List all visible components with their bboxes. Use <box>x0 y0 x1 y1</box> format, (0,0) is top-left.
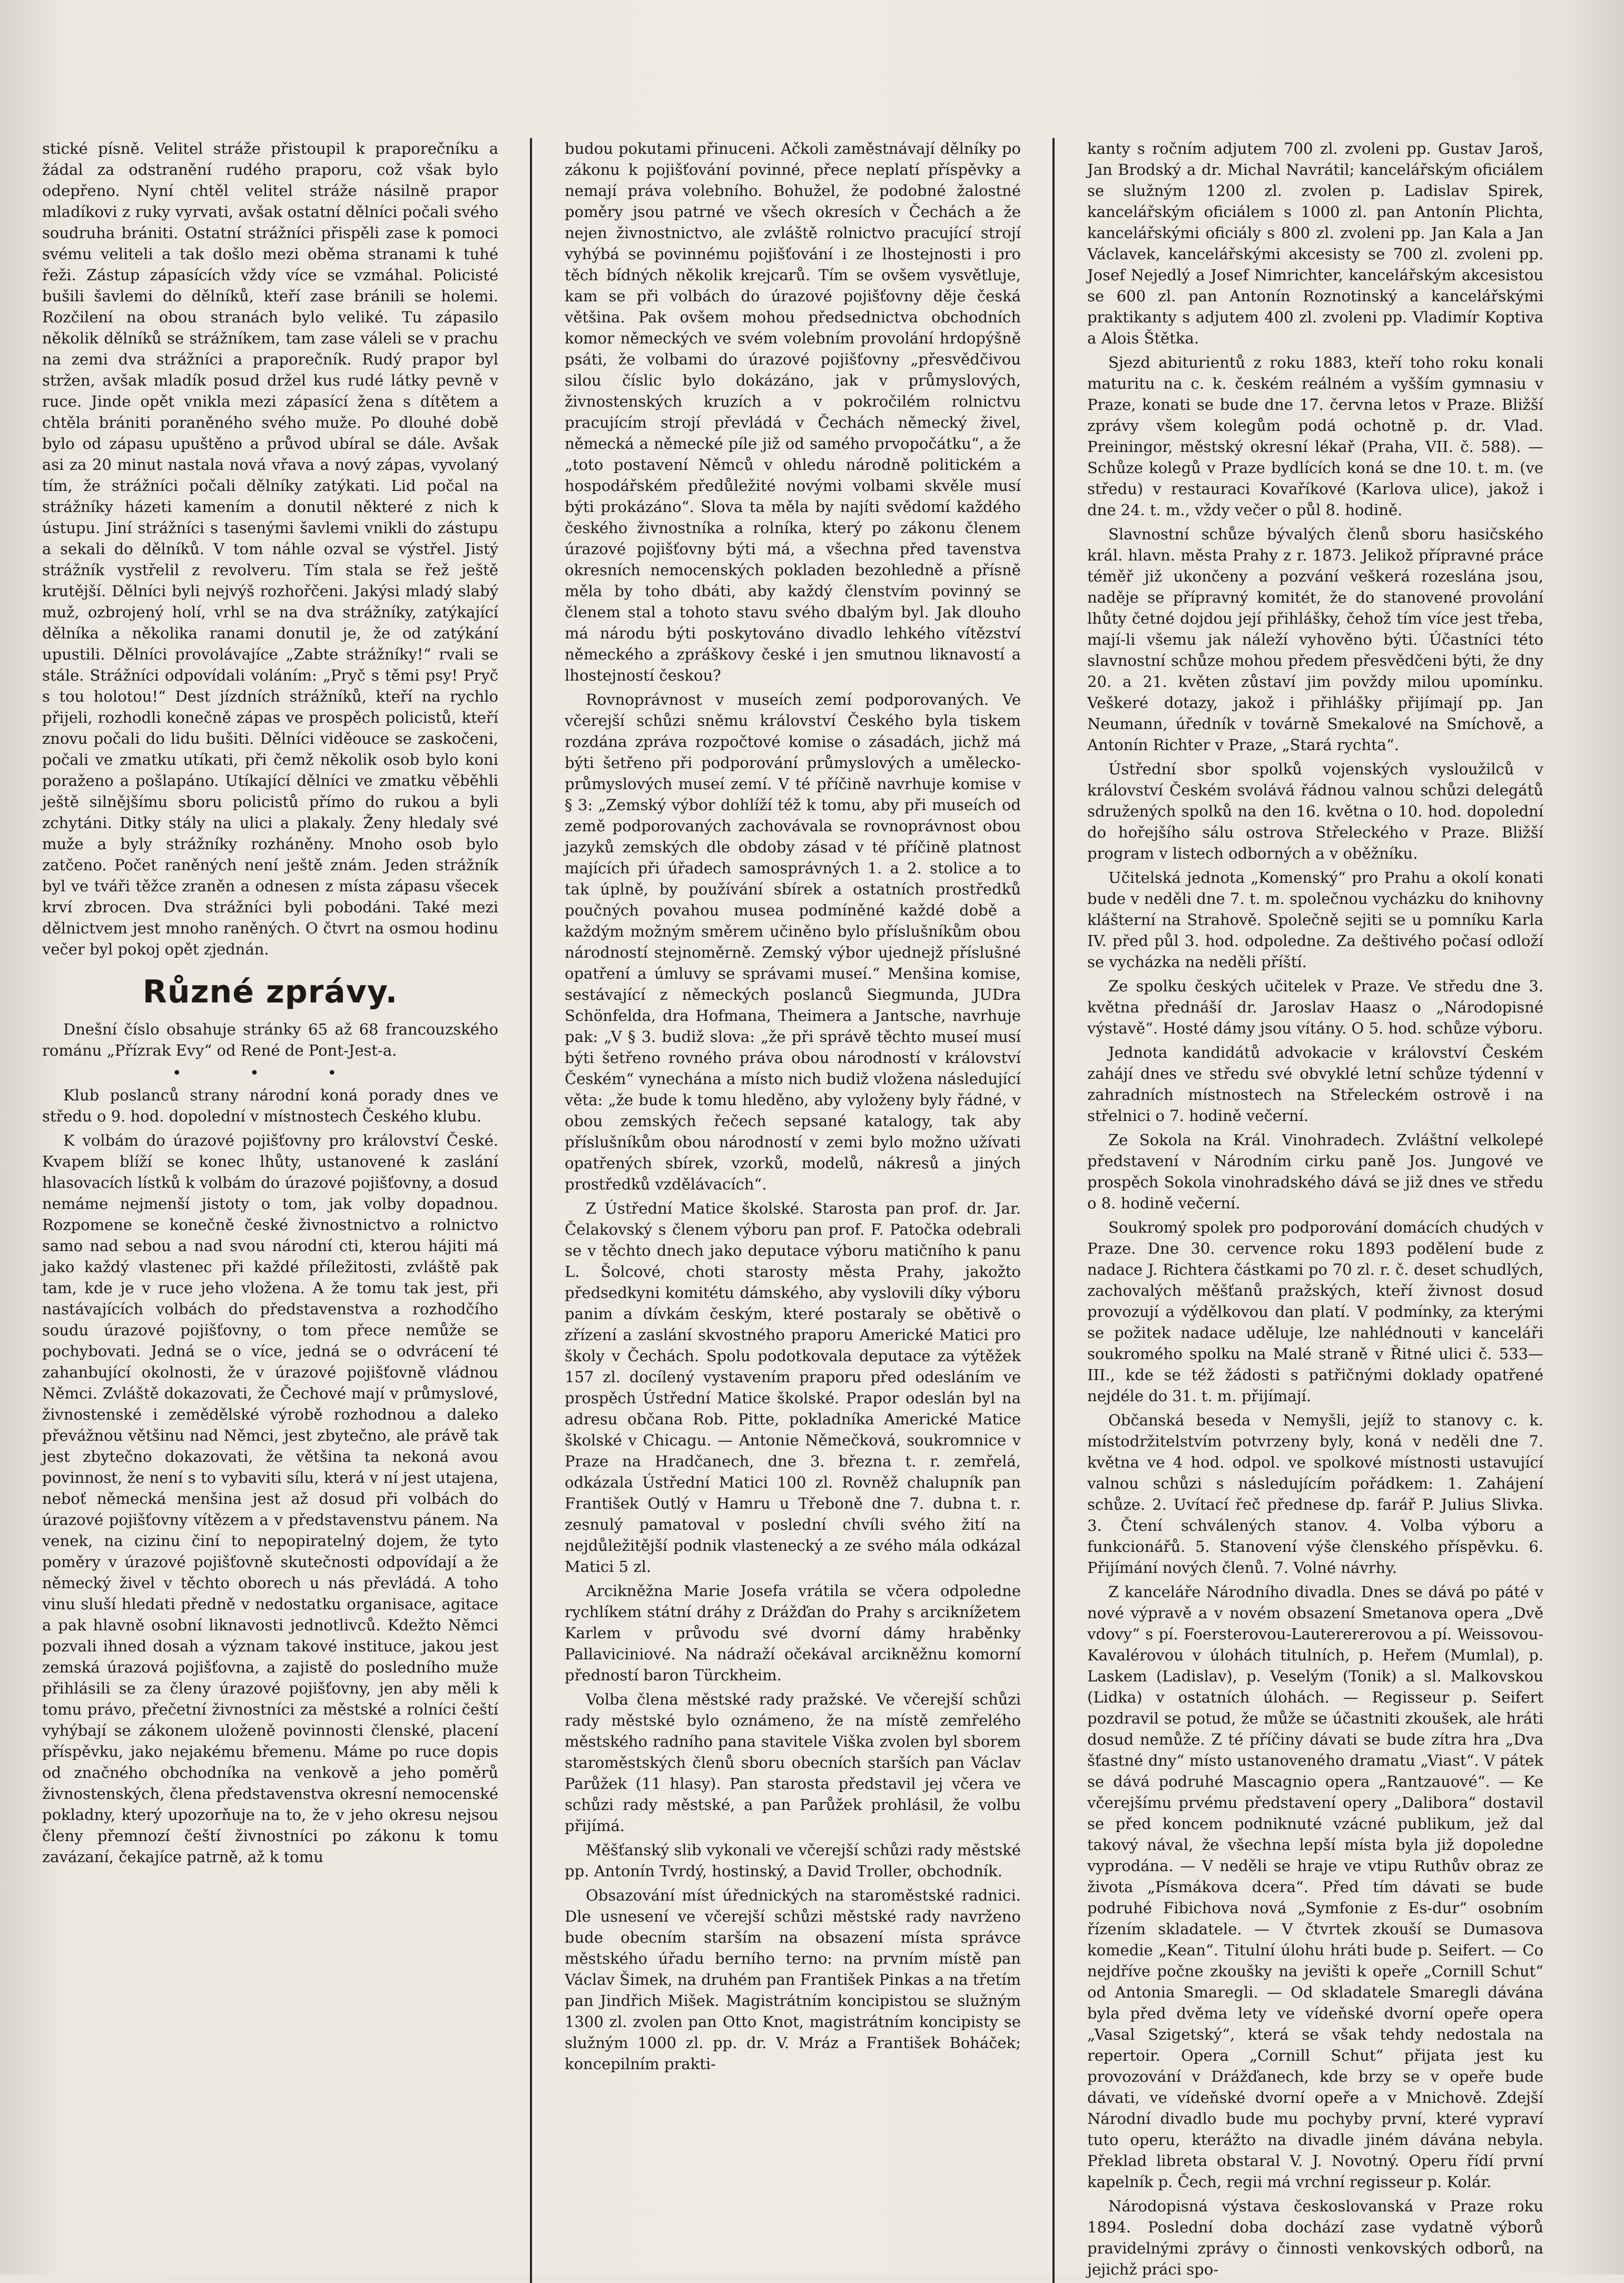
news-item: Z kanceláře Národního divadla. Dnes se dává po páté v nové výpravě a v novém obsazení Smetanova opera „Dvě vdovy“ s pí. Foersterovou-Lauterererovou a pí. Weissovou-Kavalérovou v úlohách titulních, p. Heřem (Mumlal), p. Laskem (Ladislav), p. Veselým (Tonik) a sl. Malkovskou (Lidka) v ostatních úlohách. — Regisseur p. Seifert pozdravil se potud, že může se účastniti zkoušek, ale hráti dosud nemůže. Z té příčiny dávati se bude zítra hra „Dva šťastné dny“ místo ustanoveného dramatu „Viast“. V pátek se dává podruhé Mascagnio opera „Rantzauové“. — Ke včerejšímu prvému představení opery „Dalibora“ dostavil se před koncem podniknuté vzácné publikum, jež dal takový nával, že všechna lepší místa byla již dopoledne vyprodána. — V neděli se hraje ve vtipu Ruthův obraz ze života „Písmákova dcera“. Před tím dávati se bude podruhé Fibichova nová „Symfonie z Es-dur“ osobním řízením skladatele. — V čtvrtek zkouší se Dumasova komedie „Kean“. Titulní úlohu hráti bude p. Seifert. — Co nejdříve počne zkoušky na jevišti k opeře „Cornill Schut“ od Antonia Smaregli. — Od skladatele Smaregli dávána byla před dvěma lety ve vídeňské dvorní opeře opera „Vasal Szigetský“, která se však tehdy nedostala na repertoir. Opera „Cornill Schut“ přijata jest ku provozování v Drážďanech, kde brzy se v opeře bude dávati, ve vídeňské dvorní opeře a v Mnichově. Zdejší Národní divadlo bude mu pochyby první, které vypraví tuto operu, kterážto na divadle jiném dávána nebyla. Překlad libreta obstaral V. J. Novotný. Operu řídí první kapelník p. Čech, regii má vrchní regisseur p. Kolár. <box>1087 1583 1543 2191</box>
news-item: Ze spolku českých učitelek v Praze. Ve středu dne 3. května přednáší dr. Jaroslav Haasz o „Národopisné výstavě“. Hosté dámy jsou vítány. O 5. hod. schůze výboru. <box>1087 977 1543 1037</box>
news-item: Učitelská jednota „Komenský“ pro Prahu a okolí konati bude v neděli dne 7. t. m. společnou vycházku do knihovny klášterní na Strahově. Společně sejiti se u pomníku Karla IV. před půl 3. hod. odpoledne. Za deštivého počasí odloží se vycházka na neděli příští. <box>1087 869 1543 971</box>
column-rule <box>1052 138 1055 2283</box>
column-3 <box>1087 138 1543 2283</box>
news-item: Slavnostní schůze bývalých členů sboru hasičského král. hlavn. města Prahy z r. 1873. Jelikož přípravné práce téměř již ukončeny a pozvání veškerá rozeslána jsou, naděje se přípravný komitét, že do stanovené provolání lhůty četné dojdou její přihlášky, čehož tím více jest třeba, mají-li všemu jak náleží vyhověno býti. Účastníci této slavnostní schůze mohou předem přesvědčeni býti, že dny 20. a 21. květen zůstaví jim povždy milou upomínku. Veškeré dotazy, jakož i přihlášky přijímají pp. Jan Neumann, úředník v továrně Smekalové na Smíchově, a Antonín Richter v Praze, „Stará rychta“. <box>1087 525 1543 754</box>
news-item: Měšťanský slib vykonali ve včerejší schůzi rady městské pp. Antonín Tvrdý, hostinský, a David Troller, obchodník. <box>565 1841 1021 1880</box>
news-item: Z Ústřední Matice školské. Starosta pan prof. dr. Jar. Čelakovský s členem výboru pan prof. F. Patočka odebrali se v těchto dnech jako deputace výboru matičního k panu L. Šolcové, choti starosty města Prahy, jakožto předsedkyni komitétu dámského, aby vyslovili díky výboru panim a dívkám českým, které postaraly se obětivě o zřízení a zaslání skvostného praporu Americké Matici pro školy v Čechách. Spolu podotkovala deputace za výtěžek 157 zl. docílený vystavením praporu před odesláním ve prospěch Ústřední Matice školské. Prapor odeslán byl na adresu občana Rob. Pitte, pokladníka Americké Matice školské v Chicagu. — Antonie Němečková, soukromnice v Praze na Hradčanech, dne 3. března t. r. zemřelá, odkázala Ústřední Matici 100 zl. Rovněž chalupník pan František Outlý v Hamru u Třeboně dne 7. dubna t. r. zesnulý pamatoval v poslední chvíli svého žití na nejdůležitější podnik vlastenecký a ze svého mála odkázal Matici 5 zl. <box>565 1199 1021 1576</box>
news-item: budou pokutami přinuceni. Ačkoli zaměstnávají dělníky po zákonu k pojišťování povinné, přece neplatí příspěvky a nemají práva volebního. Bohužel, že podobné žalostné poměry jsou patrné ve všech okresích v Čechách a že nejen živnostnictvo, ale zvláště rolnictvo pracující strojí vyhýbá se povinnému pojišťování i ze lhostejnosti i pro těch bídných několik krejcarů. Tím se ovšem vysvětluje, kam se při volbách do úrazové pojišťovny děje česká většina. Pak ovšem mohou předsednictva obchodních komor německých ve svém volebním provolání hrdopýšně psáti, že volbami do úrazové pojišťovny „přesvědčivou silou číslic bylo dokázáno, jak v průmyslových, živnostenských kruzích a v pokročilém rolnictvu pracujícím strojí převládá v Čechách německý živel, německá a německé píle již od samého prvopočátku“, a že „toto postavení Němců v ohledu národně politickém a hospodářském předůležité novými volbami skvěle musí býti prokázáno“. Slova ta měla by najíti svědomí každého českého živnostníka a rolníka, který po zákonu členem úrazové pojišťovny býti má, a všechna před tavenstva okresních nemocenských pokladen bezohledně a přísně měla by toho dbáti, aby každý členstvím povinný se členem stal a tohoto stavu svého dbalým byl. Jak dlouho má národu býti poskytováno divadlo lehkého vítězství německého a zpráškovy české i jen smutnou liknavostí a lhostejností českou? <box>565 140 1021 684</box>
news-item: Soukromý spolek pro podporování domácích chudých v Praze. Dne 30. cervence roku 1893 podělení bude z nadace J. Richtera částkami po 70 zl. r. č. deset schudlých, zachovalých měšťanů pražských, kteří živnost dosud provozují a výdělkovou dan platí. V podmínky, za kterými se požitek nadace uděluje, lze nahlédnouti v kanceláři soukromého spolku na Malé straně v Řitné ulici č. 533—III., kde se též žádosti s patřičnými doklady opatřené nejdéle do 31. t. m. přijímají. <box>1087 1218 1543 1405</box>
article-text: stické písně. Velitel stráže přistoupil k praporečníku a žádal za odstranění rudého praporu, což však bylo odepřeno. Nyní chtěl velitel stráže násilně prapor mladíkovi z ruky vyrvati, avšak ostatní dělníci počali svého soudruha brániti. Ostatní strážníci přispěli zase k pomoci svému veliteli a tak došlo mezi oběma stranami k tuhé řeži. Zástup zápasících vždy více se vzmáhal. Policisté bušili šavlemi do dělníků, kteří zase bránili se holemi. Rozčilení na obou stranách bylo veliké. Tu zápasilo několik dělníků se strážníkem, tam zase váleli se v prachu na zemi dva strážníci a praporečník. Rudý prapor byl stržen, avšak mladík posud držel kus rudé látky pevně v ruce. Jinde opět vnikla mezi zápasící žena s dítětem a chtěla brániti poraněného svého muže. Po dlouhé době bylo od zápasu upuštěno a průvod ubíral se dále. Avšak asi za 20 minut nastala nová vřava a nový zápas, vyvolaný tím, že strážníci počali dělníky zatýkati. Lid počal na strážníky házeti kamením a donutil některé z nich k ústupu. Jiní strážníci s tasenými šavlemi vnikli do zástupu a sekali do dělníků. V tom náhle ozval se výstřel. Jistý strážník vystřelil z revolveru. Tím stala se řež ještě krutější. Dělníci byli nejvýš rozhořčeni. Jakýsi mladý slabý muž, ozbrojený holí, vrhl se na dva strážníky, zatýkající dělníka a několika ranami donutil je, že od zatýkání upustili. Dělníci provolávajíce „Zabte strážníky!“ rvali se stále. Strážníci odpovídali voláním: „Pryč s těmi psy! Pryč s tou holotou!“ Dest jízdních strážníků, kteří na rychlo přijeli, rozhodli konečně zápas ve prospěch policistů, kteří znovu počali do lidu bušiti. Dělníci viděouce se zaskočeni, počali ve zmatku utíkati, při čemž několik osob bylo koni poraženo a pošlapáno. Utíkající dělníci ve zmatku věběhli ještě silnějšímu sboru policistů přímo do rukou a byli zchytáni. Ditky stály na ulici a plakaly. Ženy hledaly své muže a byly strážníky rozháněny. Mnoho osob bylo zatčeno. Počet raněných není ještě znám. Jeden strážník byl ve tváři těžce zraněn a odnesen z místa zápasu všecek krví zbrocen. Dva strážníci byli pobodáni. Také mezi dělnictvem jest mnoho raněných. O čtvrt na osmou hodinu večer byl pokoj opět zjednán. <box>42 140 498 958</box>
news-item: Občanská beseda v Nemyšli, jejíž to stanovy c. k. místodržitelstvím potvrzeny byly, koná v neděli dne 7. května ve 4 hod. odpol. ve spolkové místnosti ustavující valnou schůzi s následujícím pořádkem: 1. Zahájení schůze. 2. Uvítací řeč přednese dp. farář P. Julius Slivka. 3. Čtení schválených stanov. 4. Volba výboru a funkcionářů. 5. Stanovení výše členského příspěvku. 6. Přijímání nových členů. 7. Volné návrhy. <box>1087 1411 1543 1577</box>
news-item: Jednota kandidátů advokacie v království Českém zahájí dnes ve středu své obvyklé letní schůze týdenní v zahradních místnostech na Střeleckém ostrově i na střelnici o 7. hodině večerní. <box>1087 1044 1543 1125</box>
news-item: Volba člena městské rady pražské. Ve včerejší schůzi rady městské bylo oznámeno, že na místě zemřelého městského radního pana stavitele Viška zvolen byl sborem staroměstských členů sboru obecních starších pan Václav Parůžek (11 hlasy). Pan starosta představil jej včera ve schůzi rady městské, a pan Parůžek prohlásil, že volbu přijímá. <box>565 1690 1021 1835</box>
intro-note: Dnešní číslo obsahuje stránky 65 až 68 francouzského románu „Přízrak Evy“ od René de Pont-Jest-a. <box>42 1020 498 1059</box>
news-item: kanty s ročním adjutem 700 zl. zvoleni pp. Gustav Jaroš, Jan Brodský a dr. Michal Navrátil; kancelářským oficiálem se služným 1200 zl. zvolen p. Ladislav Spirek, kancelářským oficiálem s 1000 zl. pan Antonín Plichta, kancelářskými oficiály s 800 zl. zvoleni pp. Jan Kala a Jan Václavek, kancelářskými akcesisty se 700 zl. zvoleni pp. Josef Nejedlý a Josef Nimrichter, kancelářským akcesistou se 600 zl. pan Antonín Roznotinský a kancelářskými praktikanty s adjutem 400 zl. zvoleni pp. Vladimír Koptiva a Alois Štětka. <box>1087 140 1543 347</box>
news-item: Rovnoprávnost v museích zemí podporovaných. Ve včerejší schůzi sněmu království Českého byla tiskem rozdána zpráva rozpočtové komise o zásadách, jichž má býti šetřeno při podporování průmyslových a umělecko-průmyslových museí zemí. V té příčině navrhuje komise v § 3: „Zemský výbor dohlíží též k tomu, aby při museích od země podporovaných zachovávala se rovnoprávnost obou jazyků zemských dle obdoby zásad v té příčině platnost majících při úřadech samosprávných 1. a 2. stolice a to tak úplně, by používání sbírek a ostatních prostředků poučných povahou musea podmíněné každé době a každým možným směrem učiněno bylo příslušníkům obou národností stejnoměrně. Zemský výbor ujednejž příslušné opatření a úmluvy se správami museí.“ Menšina komise, sestávající z německých poslanců Siegmunda, JUDra Schönfelda, dra Hofmana, Theimera a Jantsche, navrhuje pak: „V § 3. budiž slova: „že při správě těchto museí musí býti šetřeno rovného práva obou národností v království Českém“ vynechána a místo nich budiž vložena následující věta: „že bude k tomu hleděno, aby vyloženy byly řádné, v obou zemských řečech sepsané katalogy, tak aby příslušníkům obou národností v zemi bylo možno užívati opatřených sbírek, vzorků, modelů, nákresů a jiných prostředků vzdělávacích“. <box>565 691 1021 1193</box>
news-item: Sjezd abiturientů z roku 1883, kteří toho roku konali maturitu na c. k. českém reálném a vyšším gymnasiu v Praze, konati se bude dne 17. června letos v Praze. Bližší zprávy všem kolegům podá ochotně p. dr. Vlad. Preiningor, městský okresní lékař (Praha, VII. č. 588). — Schůze kolegů v Praze bydlících koná se dne 10. t. m. (ve středu) v restauraci Kovaříkové (Karlova ulice), jakož i dne 24. t. m., vždy večer o půl 8. hodině. <box>1087 353 1543 519</box>
column-1 <box>42 138 498 2283</box>
news-item: Klub poslanců strany národní koná porady dnes ve středu o 9. hod. dopolední v místnostech Českého klubu. <box>42 1086 498 1125</box>
section-title: Různé zprávy. <box>142 973 398 1010</box>
column-2 <box>565 138 1021 2283</box>
news-item: Ze Sokola na Král. Vinohradech. Zvláštní velkolepé představení v Národním cirku paně Jos. Jungové ve prospěch Sokola vinohradského dává se již dnes ve středu o 8. hodině večerní. <box>1087 1131 1543 1212</box>
news-item: Ústřední sbor spolků vojenských vysloužilců v království Českém svolává řádnou valnou schůzi delegátů sdružených spolků na den 16. května o 10. hod. dopolední do hořejšího sálu ostrova Střeleckého v Praze. Bližší program v listech odborných a v oběžníku. <box>1087 760 1543 862</box>
text-columns <box>42 138 1586 2278</box>
news-item: Arcikněžna Marie Josefa vrátila se včera odpoledne rychlíkem státní dráhy z Drážďan do Prahy s arciknížetem Karlem v průvodu své dvorní dámy hraběnky Pallaviciniové. Na nádraží očekával arcikněžnu komorní předností baron Türckheim. <box>565 1582 1021 1684</box>
news-item: Národopisná výstava českoslovanská v Praze roku 1894. Poslední doba dochází zase vydatně výborů pravidelnými zprávy o činnosti venkovských odborů, na jejichž práci spo- <box>1087 2197 1543 2278</box>
news-item: K volbám do úrazové pojišťovny pro království České. Kvapem blíží se konec lhůty, ustanovené k zaslání hlasovacích lístků k volbám do úrazové pojišťovny, a dosud nemáme nejmenší jistoty o tom, jak volby dopadnou. Rozpomene se konečně české živnostnictvo a rolnictvo samo nad sebou a nad svou národní cti, kterou hájiti má jako každý vlastenec při každé příležitosti, zvláště pak tam, kde je v ruce jeho vložena. A že tomu tak jest, při nastávajících volbách do představenstva a rozhodčího soudu úrazové pojišťovny, o tom přece nemůže se pochybovati. Jedná se o více, jedná se o odvrácení té zahanbující okolnosti, že v úrazové pojišťovně vládnou Němci. Zvláště dokazovati, že Čechové mají v průmyslové, živnostenské i zemědělské výrobě rozhodnou a daleko převážnou většinu nad Němci, jest zbytečno, ale právě tak jest zbytečno dokazovati, že většina ta nekoná avou povinnost, že není s to vybaviti sílu, která v ní jest utajena, neboť německá menšina jest až dosud při volbách do úrazové pojišťovny vítězem a v představenstvu pánem. Na venek, na cizinu činí to nepopiratelný dojem, že tyto poměry v úrazové pojišťovně skutečnosti odpovídají a že německý živel v těchto oborech u nás převládá. A toho vinu sluší hledati předně v nedostatku organisace, agitace a pak hlavně osobní liknavosti jednotlivců. Kdežto Němci pozvali ihned dosah a význam takové instituce, jakou jest zemská úrazová pojišťovna, a zajistě do posledního muže přihlásili se za členy úrazové pojišťovny, jen aby měli k tomu právo, přečetní živnostníci za městské a rolníci čeští vyhýbají se zákonem uloženě povinnosti členské, placení příspěvku, jako nejakému břemenu. Máme po ruce dopis od značného obchodníka na venkově a jeho poměrů živnostenských, člena představenstva okresní nemocenské pokladny, který upozorňuje na to, že v jeho okresu nejsou členy přemnozí čeští živnostníci po zákonu k tomu zavázaní, čekajíce patrně, až k tomu <box>42 1131 498 1866</box>
column-rule <box>530 138 532 2283</box>
news-item: Obsazování míst úřednických na staroměstské radnici. Dle usnesení ve včerejší schůzi městské rady navrženo bude obecním starším na obsazení místa správce městského úřadu berního terno: na prvním místě pan Václav Šimek, na druhém pan František Pinkas a na třetím pan Jindřich Mišek. Magistrátním koncipistou se služným 1300 zl. zvolen pan Otto Knot, magistrátním koncipisty se služným 1000 zl. pp. dr. V. Mráz a František Boháček; koncepilním prakti- <box>565 1886 1021 2073</box>
separator-dots: • • • <box>172 1064 369 1083</box>
